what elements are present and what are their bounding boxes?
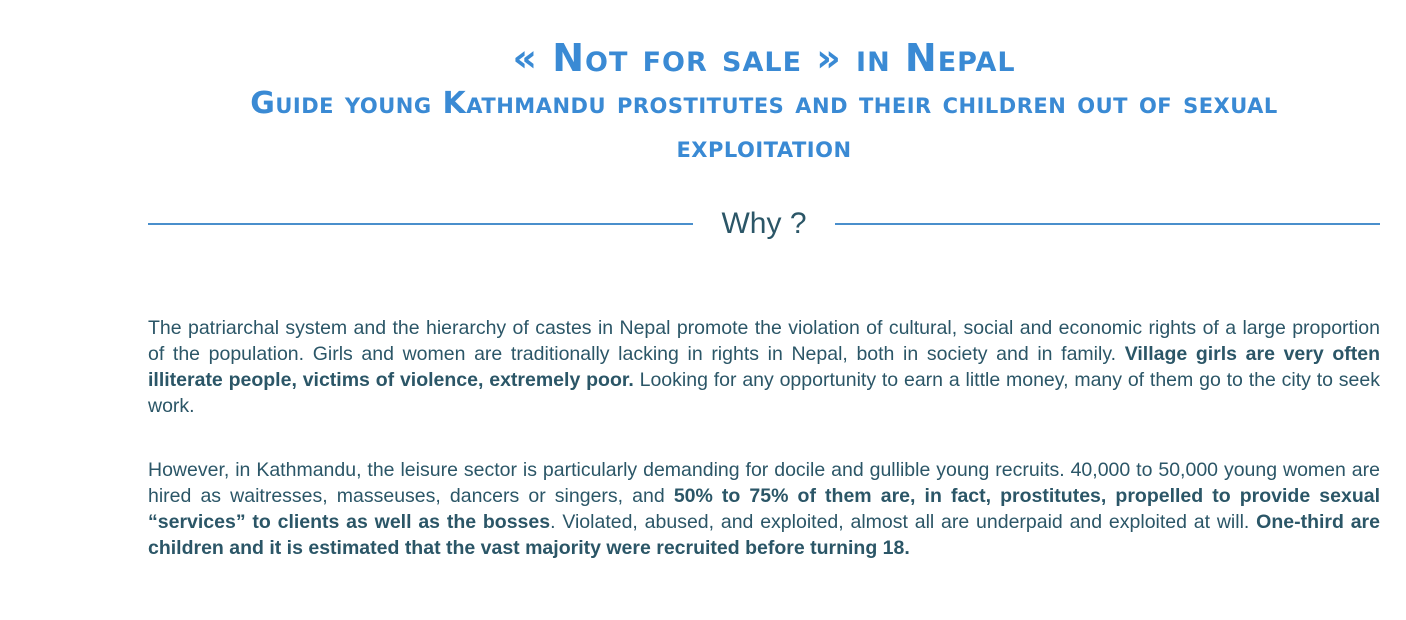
page-title-block [148, 34, 1380, 170]
page-title: « Not for sale » in Nepal [512, 36, 1016, 80]
paragraph-text: However, in Kathmandu, the leisure sector is particularly demanding for docile and gullible young recruits. 40,000 to 50,000 young women are hired as waitresses, masseuses, dancers or singers, and [148, 459, 1380, 507]
section-title: Why ? [721, 207, 807, 240]
paragraph-emphasis: 50% to 75% of them are, in fact, prostitutes, propelled to provide sexual “services” to clients as well as the bosses [148, 485, 1380, 533]
divider-right [835, 223, 1380, 225]
paragraph-emphasis: Village girls are very often illiterate people, victims of violence, extremely poor. [148, 343, 1380, 391]
paragraph-text: . Violated, abused, and exploited, almost all are underpaid and exploited at will. [550, 511, 1257, 533]
paragraph [148, 315, 1380, 419]
paragraph-text: Looking for any opportunity to earn a little money, many of them go to the city to seek work. [148, 369, 1380, 417]
section-header-why [148, 200, 1380, 248]
divider-left [148, 223, 693, 225]
article-body [148, 315, 1380, 561]
page-subtitle: Guide young Kathmandu prostitutes and their children out of sexual exploitation [250, 86, 1278, 165]
paragraph-emphasis: One-third are children and it is estimated that the vast majority were recruited before turning 18. [148, 511, 1380, 559]
paragraph [148, 457, 1380, 561]
paragraph-text: The patriarchal system and the hierarchy of castes in Nepal promote the violation of cultural, social and economic rights of a large proportion of the population. Girls and women are traditionally lacking in rights in Nepal, both in society and in family. [148, 317, 1380, 365]
